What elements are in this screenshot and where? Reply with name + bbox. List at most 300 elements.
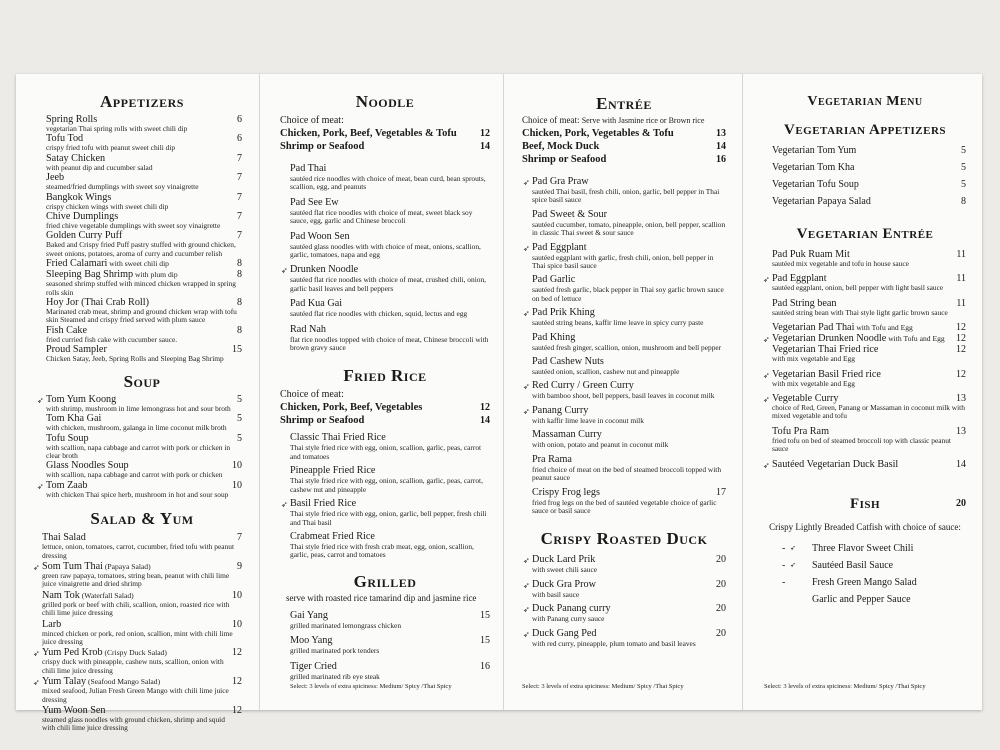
menu-item-note: (Waterfall Salad)	[79, 590, 134, 600]
menu-item-description: sautéed fresh ginger, scallion, onion, mushroom and bell pepper	[532, 342, 722, 352]
menu-item-price: 5	[961, 162, 966, 173]
menu-item-description: minced chicken or pork, red onion, scallion, mint with chili lime juice dressing	[42, 628, 233, 646]
spicy-icon: ➶	[37, 481, 44, 491]
menu-item-price: 8	[237, 269, 242, 281]
fish-sauce-label: Sautéed Basil Sauce	[812, 559, 894, 571]
menu-item-price: 14	[956, 458, 966, 470]
fish-sauce-option	[764, 557, 966, 574]
menu-item-price: 7	[237, 230, 242, 242]
grilled-note: serve with roasted rice tamarind dip and jasmine rice	[286, 592, 477, 603]
fried-rice-list	[280, 432, 490, 559]
meat-price: 13	[716, 128, 726, 139]
menu-item-description: fried chive vegetable dumplings with sweet soy vinaigrette	[46, 221, 221, 231]
menu-item	[46, 230, 242, 241]
appetizers-list	[42, 114, 242, 364]
menu-item-price: 8	[237, 297, 242, 309]
spicy-icon: ➶	[523, 406, 530, 416]
menu-item	[290, 635, 490, 646]
menu-item	[523, 578, 726, 590]
menu-item	[772, 145, 966, 157]
menu-item	[532, 454, 726, 465]
menu-item	[523, 241, 726, 253]
menu-item	[281, 264, 490, 276]
meat-price: 12	[480, 128, 490, 139]
menu-item-description: Chicken Satay, Jeeb, Spring Rolls and Sleeping Bag Shrimp	[46, 354, 224, 364]
fish-sauce-option	[764, 540, 966, 557]
menu-item	[763, 333, 966, 345]
menu-item-price: 10	[232, 618, 242, 630]
meat-price: 12	[480, 402, 490, 414]
menu-item	[42, 619, 242, 630]
menu-item-description: with red curry, pineapple, plum tomato and basil leaves	[532, 638, 696, 648]
menu-item	[46, 325, 242, 336]
duck-title: Crispy Roasted Duck	[540, 529, 708, 549]
panel-entree-duck	[522, 74, 726, 710]
menu-item-name: Duck Lard Prik	[532, 554, 596, 566]
menu-item-description: choice of Red, Green, Panang or Massaman in coconut milk with mixed vegetable and tofu	[772, 403, 965, 421]
menu-item	[46, 344, 242, 355]
menu-item-price: 8	[237, 258, 242, 270]
menu-item-price: 12	[956, 333, 966, 345]
menu-item-description: sautéed string bean with Thai style light garlic brown sauce	[772, 307, 948, 317]
menu-item-description: steamed glass noodles with ground chicken, shrimp and squid with chili lime juice dressing	[42, 715, 225, 733]
menu-item-name: Pad Eggplant	[772, 273, 827, 285]
meat-price-row	[280, 414, 490, 427]
menu-item-price: 17	[716, 486, 726, 498]
menu-item	[290, 231, 490, 242]
menu-item-price: 5	[961, 145, 966, 156]
menu-item	[37, 479, 242, 491]
menu-item-description: grilled marinated lemongrass chicken	[290, 620, 402, 630]
menu-item-description: Thai style fried rice with fresh crab meat, egg, onion, scallion, garlic, peas, carrot and tomatoes	[290, 541, 474, 560]
menu-item-name: Basil Fried Rice	[290, 498, 357, 510]
menu-item	[523, 307, 726, 319]
menu-item-price: 10	[232, 479, 242, 491]
meat-price: 16	[716, 154, 726, 165]
fish-sauce-label: Garlic and Pepper Sauce	[812, 593, 911, 605]
menu-item	[46, 211, 242, 222]
entree-list	[522, 176, 726, 515]
spicy-icon: ➶	[523, 605, 530, 615]
menu-item-description: with Panang curry sauce	[532, 614, 605, 624]
menu-item-price: 10	[232, 589, 242, 601]
menu-item-name: Duck Gang Ped	[532, 627, 597, 639]
fish-title: Fish	[849, 495, 881, 512]
menu-item-description: Marinated crab meat, shrimp and ground chicken wrap with tofu skin Steamed and crispy fried served with plum sauce	[46, 307, 237, 325]
spicy-icon: ➶	[763, 370, 770, 380]
noodle-meat-prices	[280, 127, 490, 153]
spicy-icon: ➶	[763, 275, 770, 285]
menu-item-name: Nam Tok	[42, 589, 80, 601]
menu-item	[772, 179, 966, 191]
menu-item	[772, 322, 966, 333]
menu-item-name: Glass Noodles Soup	[46, 460, 129, 472]
menu-item-name: Yum Woon Sen	[42, 705, 106, 716]
fish-sauce-label: Three Flavor Sweet Chili	[812, 542, 914, 554]
entree-meat-prices	[522, 127, 726, 166]
menu-item-name: Jeeb	[46, 172, 65, 184]
menu-item-name: Vegetarian Basil Fried rice	[772, 368, 881, 380]
menu-item-name: Pad Kua Gai	[290, 298, 343, 310]
menu-item	[772, 249, 966, 260]
menu-item-name: Pad Puk Ruam Mit	[772, 249, 850, 260]
menu-item-name: Sautéed Vegetarian Duck Basil	[772, 458, 899, 470]
panel-noodle-rice-grilled	[280, 74, 490, 710]
fried-rice-meat-prices	[280, 401, 490, 427]
spicy-icon: ➶	[790, 543, 796, 552]
menu-item-name: Pad See Ew	[290, 196, 339, 208]
menu-item	[46, 172, 242, 183]
noodle-list	[280, 163, 490, 352]
grilled-list	[280, 610, 490, 681]
menu-item-price: 6	[237, 133, 242, 145]
menu-item-price: 13	[956, 393, 966, 405]
menu-item-note: with Tofu and Egg	[886, 334, 945, 344]
menu-item-price: 12	[956, 344, 966, 356]
meat-label: Shrimp or Seafood	[522, 154, 607, 165]
menu-item-description: mixed seafood, Julian Fresh Green Mango with chili lime juice dressing	[42, 686, 229, 704]
spicy-icon: ➶	[763, 335, 770, 345]
menu-item-description: sautéed rice noodles with choice of meat, bean curd, bean sprouts, scallion, egg, and peanuts	[290, 174, 486, 192]
soup-list	[37, 393, 242, 499]
menu-item-price: 12	[956, 368, 966, 380]
menu-item-price: 11	[956, 297, 966, 309]
menu-sheet	[16, 74, 982, 733]
menu-item-price: 10	[232, 460, 242, 472]
menu-item-description: with kaffir lime leave in coconut milk	[532, 415, 644, 425]
menu-item-name: Yum Talay	[42, 676, 87, 688]
menu-item-name: Som Tum Thai	[42, 560, 103, 572]
menu-item-name: Panang Curry	[532, 404, 589, 416]
menu-item-description: sautéed eggplant, onion, bell pepper with light basil sauce	[772, 283, 944, 293]
menu-item-price: 20	[716, 578, 726, 590]
menu-item-name: Pad Woon Sen	[290, 230, 350, 242]
menu-item-price: 7	[237, 172, 242, 184]
menu-item-name: Rad Nah	[290, 323, 326, 335]
menu-item-note: with plum dip	[133, 270, 178, 280]
menu-item-name: Larb	[42, 618, 62, 630]
menu-item	[772, 196, 966, 208]
meat-price: 14	[480, 415, 490, 427]
menu-item	[532, 332, 726, 343]
fold-line	[503, 74, 504, 710]
menu-item-name: Pad Garlic	[532, 274, 576, 286]
menu-item-description: green raw papaya, tomatoes, string bean, peanut with chili lime juice vinaigrette and dried shrimp	[42, 570, 230, 589]
menu-item	[523, 627, 726, 639]
menu-item-description: with scallion, napa cabbage and carrot with pork or chicken	[46, 470, 223, 480]
meat-price-row	[522, 153, 726, 166]
menu-item-description: Thai style fried rice with egg, onion, scallion, garlic, peas, carrot and tomatoes	[290, 443, 482, 461]
menu-item-name: Thai Salad	[42, 532, 86, 544]
menu-item-name: Pad Cashew Nuts	[532, 356, 604, 368]
menu-item-price: 12	[956, 322, 966, 334]
menu-item	[532, 356, 726, 367]
menu-item-description: fried frog legs on the bed of sautéed vegetable choice of garlic sauce or basil sauce	[532, 497, 717, 515]
menu-item	[290, 531, 490, 542]
menu-item-description: sautéed fresh garlic, black pepper in Thai soy garlic brown sauce on bed of lettuce	[532, 285, 724, 303]
menu-item-name: Drunken Noodle	[290, 264, 359, 276]
menu-item-description: sautéed eggplant with garlic, fresh chili, onion, bell pepper in Thai spice basil sauce	[532, 252, 714, 271]
menu-item-name: Tofu Soup	[46, 432, 89, 444]
menu-item-description: lettuce, onion, tomatoes, carrot, cucumber, fried tofu with peanut dressing	[42, 542, 235, 560]
menu-item-description: Baked and Crispy fried Puff pastry stuffed with ground chicken, sweet onions, potatoes, aroma of curry and cucumber relish	[46, 240, 236, 258]
menu-item-description: with chicken, mushroom, galanga in lime coconut milk broth	[46, 423, 227, 433]
vegetarian-entree-title: Vegetarian Entrée	[796, 226, 934, 242]
spicy-icon: ➶	[281, 266, 288, 276]
menu-item-price: 8	[961, 196, 966, 207]
vegetarian-menu-title: Vegetarian Menu	[807, 94, 923, 109]
menu-item	[33, 560, 242, 572]
menu-item-note: with Tofu and Egg	[854, 323, 913, 333]
menu-item-name: Massaman Curry	[532, 429, 602, 441]
menu-item-price: 20	[716, 627, 726, 639]
menu-item-description: with onion, potato and peanut in coconut milk	[532, 440, 669, 450]
menu-item	[46, 133, 242, 144]
menu-item-description: sautéed onion, scallion, cashew nut and pineapple	[532, 367, 680, 377]
meat-label: Shrimp or Seafood	[280, 415, 365, 427]
menu-item-description: crispy fried tofu with peanut sweet chili dip	[46, 143, 176, 153]
menu-item-description: with mix vegetable and Egg	[772, 378, 855, 388]
menu-item-name: Fried Calamari	[46, 258, 108, 270]
meat-label: Chicken, Pork, Beef, Vegetables & Tofu	[280, 128, 457, 139]
menu-item	[772, 344, 966, 355]
menu-item-price: 7	[237, 152, 242, 164]
menu-item	[290, 465, 490, 476]
menu-item-price: 11	[956, 249, 966, 260]
menu-item	[46, 153, 242, 164]
menu-item	[46, 413, 242, 424]
menu-item	[33, 647, 242, 659]
entree-choice-label: Choice of meat:	[522, 115, 580, 125]
meat-label: Chicken, Pork, Beef, Vegetables	[280, 402, 423, 414]
menu-item-name: Chive Dumplings	[46, 211, 119, 223]
bullet-dash: -	[782, 542, 786, 554]
spicy-icon: ➶	[523, 556, 530, 566]
menu-item	[523, 404, 726, 416]
menu-item-name: Pra Rama	[532, 453, 572, 465]
menu-item-name: Pad Sweet & Sour	[532, 208, 607, 220]
duck-list	[522, 554, 726, 648]
menu-item-name: Tom Kha Gai	[46, 413, 102, 425]
menu-item-name: Classic Thai Fried Rice	[290, 432, 386, 444]
menu-item-description: sautéed cucumber, tomato, pineapple, onion, bell pepper, scallion in classic Thai sweet & sour sauce	[532, 219, 726, 238]
menu-item	[290, 432, 490, 443]
menu-item-description: with peanut dip and cucumber salad	[46, 162, 153, 172]
menu-item-name: Vegetarian Papaya Salad	[772, 196, 871, 207]
spicy-icon: ➶	[37, 395, 44, 405]
menu-item-description: grilled marinated pork tenders	[290, 646, 380, 656]
menu-item-name: Vegetarian Tofu Soup	[772, 179, 859, 190]
menu-item	[290, 661, 490, 672]
menu-item-description: fried choice of meat on the bed of steamed broccoli topped with peanut sauce	[532, 464, 722, 483]
menu-item	[42, 705, 242, 716]
menu-item-description: grilled pork or beef with chili, scallion, onion, roasted rice with chili lime juice dressing	[42, 599, 230, 618]
menu-item-description: crispy duck with pineapple, cashew nuts, scallion, onion with chili lime juice dressing	[42, 657, 224, 675]
menu-item	[763, 368, 966, 380]
menu-item-description: steamed/fried dumplings with sweet soy vinaigrette	[46, 182, 199, 192]
menu-item-description: grilled marinated rib eye steak	[290, 671, 380, 681]
menu-item-price: 6	[237, 114, 242, 125]
menu-item-description: sautéed flat rice noodles with choice of meat, sweet black soy sauce, egg, garlic and Chinese broccoli	[290, 207, 473, 226]
menu-item	[290, 324, 490, 335]
menu-item	[46, 192, 242, 203]
menu-item-name: Vegetarian Pad Thai	[772, 322, 855, 334]
fish-price: 20	[956, 497, 966, 509]
fried-rice-choice-label: Choice of meat:	[280, 389, 344, 401]
entree-title: Entrée	[596, 94, 652, 113]
menu-item-description: fried tofu on bed of steamed broccoli top with classic peanut sauce	[772, 435, 951, 454]
menu-item	[290, 610, 490, 621]
menu-item	[532, 429, 726, 440]
menu-item-name: Yum Ped Krob	[42, 647, 103, 659]
menu-item-name: Hoy Jor (Thai Crab Roll)	[46, 297, 149, 309]
menu-item-description: with sweet chili sauce	[532, 565, 598, 575]
salad-list	[33, 532, 242, 733]
menu-item-description: sautéed mix vegetable and tofu in house sauce	[772, 259, 909, 268]
meat-price-row	[280, 140, 490, 153]
menu-item-note: (Crispy Duck Salad)	[102, 648, 167, 658]
menu-item-name: Tofu Pra Ram	[772, 425, 830, 437]
menu-item-name: Pad Eggplant	[532, 241, 587, 253]
menu-item	[763, 458, 966, 470]
menu-item	[33, 676, 242, 688]
meat-price: 14	[480, 141, 490, 152]
vegetarian-appetizers-title: Vegetarian Appetizers	[783, 122, 947, 138]
spicy-icon: ➶	[523, 629, 530, 639]
menu-item-name: Golden Curry Puff	[46, 230, 123, 242]
fish-sauce-label: Fresh Green Mango Salad	[812, 576, 917, 588]
fish-options-list	[764, 540, 966, 608]
fold-line	[742, 74, 743, 710]
menu-item-description: sautéed flat rice noodles with chicken, squid, lectus and egg	[290, 309, 468, 319]
menu-item-name: Pad Gra Praw	[532, 176, 589, 187]
menu-item	[763, 273, 966, 285]
menu-item-name: Vegetarian Tom Kha	[772, 162, 855, 173]
meat-price: 14	[716, 141, 726, 152]
menu-item-description: with shrimp, mushroom in lime lemongrass hot and sour broth	[46, 403, 231, 413]
menu-item-note: with sweet chili dip	[107, 259, 169, 269]
menu-item-price: 5	[961, 179, 966, 190]
spicy-icon: ➶	[523, 309, 530, 319]
noodle-title: Noodle	[355, 92, 415, 111]
menu-item-description: crispy chicken wings with sweet chili dip	[46, 201, 169, 211]
menu-item	[46, 114, 242, 125]
spicy-icon: ➶	[281, 500, 288, 510]
menu-item-name: Pad Thai	[290, 163, 327, 174]
menu-item-price: 8	[237, 324, 242, 336]
bullet-dash: -	[782, 559, 786, 571]
menu-item	[290, 163, 490, 174]
menu-item-price: 15	[232, 344, 242, 356]
menu-item	[523, 603, 726, 615]
menu-item-name: Pineapple Fried Rice	[290, 465, 376, 477]
menu-item-name: Vegetable Curry	[772, 393, 839, 405]
menu-item	[290, 197, 490, 208]
menu-item	[532, 274, 726, 285]
menu-item-price: 7	[237, 532, 242, 544]
menu-item-price: 15	[480, 609, 490, 621]
fish-header	[764, 496, 966, 514]
menu-item	[523, 554, 726, 566]
menu-item-description: sautéed flat rice noodles with choice of meat, crushed chili, onion, garlic basil leaves and bell peppers	[290, 275, 486, 293]
menu-item	[46, 258, 242, 269]
spicy-icon: ➶	[523, 243, 530, 253]
menu-item	[532, 209, 726, 220]
menu-item	[37, 393, 242, 405]
menu-item	[763, 393, 966, 405]
menu-item-name: Moo Yang	[290, 635, 333, 647]
menu-item	[46, 460, 242, 471]
fish-note: Crispy Lightly Breaded Catfish with choice of sauce:	[769, 521, 961, 532]
spicy-icon: ➶	[33, 649, 40, 659]
menu-item-name: Pad Prik Khing	[532, 307, 595, 319]
fish-sauce-option	[764, 574, 966, 591]
grilled-title: Grilled	[353, 571, 417, 591]
spicy-icon: ➶	[33, 678, 40, 688]
spicy-icon: ➶	[523, 382, 530, 392]
soup-title: Soup	[123, 371, 161, 391]
menu-item-price: 11	[956, 273, 966, 285]
menu-item-price: 15	[480, 635, 490, 647]
menu-item-description: with scallion, napa cabbage and carrot with pork or chicken in clear broth	[46, 442, 231, 460]
spicy-icon: ➶	[763, 460, 770, 470]
menu-item-description: with bamboo shoot, bell peppers, basil leaves in coconut milk	[532, 391, 715, 401]
appetizers-title: Appetizers	[100, 92, 184, 111]
menu-item-name: Vegetarian Drunken Noodle	[772, 333, 887, 345]
spicy-icon: ➶	[790, 560, 796, 569]
menu-item-name: Tom Yum Koong	[46, 393, 117, 405]
menu-item-name: Vegetarian Tom Yum	[772, 145, 857, 156]
meat-price-row	[280, 127, 490, 140]
menu-item-name: Vegetarian Thai Fried rice	[772, 344, 879, 356]
panel-appetizers-soup-salad	[33, 74, 242, 733]
menu-item-price: 20	[716, 554, 726, 566]
menu-item-price: 9	[237, 560, 242, 572]
menu-item-name: Crabmeat Fried Rice	[290, 530, 375, 542]
panel-vegetarian	[764, 74, 966, 710]
spicy-icon: ➶	[33, 562, 40, 572]
menu-item-name: Gai Yang	[290, 609, 328, 621]
meat-price-row	[522, 127, 726, 140]
menu-item-description: vegetarian Thai spring rolls with sweet chili dip	[46, 124, 188, 133]
menu-item-name: Tofu Tod	[46, 133, 84, 145]
meat-label: Shrimp or Seafood	[280, 141, 365, 152]
menu-item-description: with basil sauce	[532, 589, 580, 599]
menu-item	[46, 297, 242, 308]
menu-item	[42, 590, 242, 601]
spice-footer: Select: 3 levels of extra spiciness: Medium/ Spicy /Thai Spicy	[764, 683, 926, 690]
menu-item	[772, 162, 966, 174]
menu-item-name: Duck Gra Prow	[532, 578, 596, 590]
entree-choice-note: Serve with Jasmine rice or Brown rice	[581, 116, 705, 125]
meat-price-row	[522, 140, 726, 153]
menu-item-name: Sleeping Bag Shrimp	[46, 269, 134, 281]
menu-item-description: sautéed Thai basil, fresh chili, onion, garlic, bell pepper in Thai spice basil sauce	[532, 187, 720, 205]
menu-item-name: Tom Zaab	[46, 479, 88, 491]
vegetarian-entree-list	[764, 249, 966, 470]
fried-rice-title: Fried Rice	[343, 366, 427, 386]
menu-item-name: Spring Rolls	[46, 114, 98, 125]
menu-item	[772, 426, 966, 437]
menu-item-name: Proud Sampler	[46, 344, 107, 356]
menu-item	[42, 532, 242, 543]
menu-item-name: Pad String bean	[772, 297, 837, 309]
noodle-choice-label: Choice of meat:	[280, 115, 344, 126]
menu-item-price: 7	[237, 191, 242, 203]
menu-item-price: 7	[237, 211, 242, 223]
fold-line	[259, 74, 260, 710]
menu-item	[532, 487, 726, 498]
